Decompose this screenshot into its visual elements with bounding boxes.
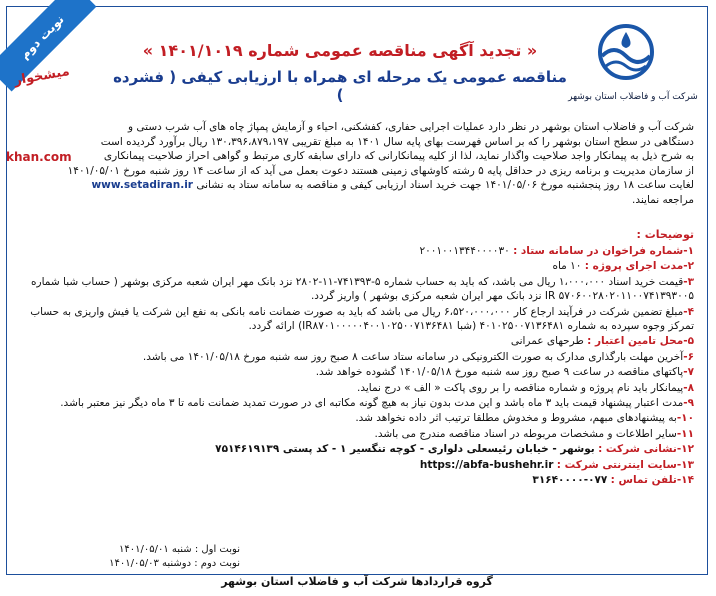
item-value: قیمت خرید اسناد ۱،۰۰۰،۰۰۰ ریال می باشد، که باید به حساب شماره ۵-۷۴۱۳۹۳-۱۱-۲۸۰۲ نزد بانک مهر ایران شعبه مرکزی بوشهر ( حساب شبا شماره IR ۵۷۰۶۰۰۲۸۰۲۰۱۱۰۰۷۴۱۳۹۳۰۰۵ نزد بانک مهر ایران شعبه مرکزی بوشهر ) واریز گردد. [31, 275, 694, 303]
item-label: مدت اجرای پروژه : [584, 260, 684, 273]
intro-line: به شرح ذیل به پیمانکار واجد صلاحیت واگذار نماید، لذا از کلیه پیمانکارانی که دارای سابقه کاری مرتبط و گواهی احراز صلاحیت پیمانکاری [103, 150, 694, 162]
watermark-left: khan.com [6, 150, 72, 164]
item-number: ۶- [683, 350, 694, 363]
item-label: محل تامین اعتبار : [587, 335, 684, 348]
item-label: نشانی شرکت : [598, 443, 677, 456]
item-number: ۱۳- [676, 458, 694, 471]
footer-signature: گروه قراردادها شرکت آب و فاضلاب استان بوشهر [6, 574, 708, 589]
notes-title: توضیحات : [636, 228, 694, 241]
intro-line [24, 178, 694, 193]
list-item [24, 275, 694, 304]
item-number: ۹- [683, 397, 694, 410]
company-website-link[interactable]: https://abfa-bushehr.ir [419, 458, 554, 471]
intro-line: از سازمان مدیریت و برنامه ریزی در حداقل پایه ۵ رشته کاوشهای زمینی هستند دعوت بعمل می آید که از ساعت ۱۴ روز شنبه مورخ ۱۴۰۱/۰۵/۰۱ [67, 164, 694, 177]
item-label: سایت اینترنتی شرکت : [556, 458, 677, 471]
item-value: طرحهای عمرانی [510, 335, 584, 348]
list-item [24, 244, 694, 258]
item-number: ۵- [683, 335, 694, 348]
item-value: ۱۰ ماه [552, 260, 582, 273]
item-number: ۸- [683, 381, 694, 394]
intro-line: دستگاهی در سطح استان بوشهر را که بر اساس فهرست بهای پایه سال ۱۴۰۱ به مبلغ تقریبی ۱۳۰،۳۹۶،۸۷۹،۱۹۷ ریال برآورد گردیده است [100, 135, 694, 148]
item-value: به پیشنهادهای مبهم، مشروط و مخدوش مطلقا ترتیب اثر داده نخواهد شد. [355, 412, 677, 425]
list-item [24, 458, 694, 472]
item-number: ۱- [683, 245, 694, 257]
item-number: ۲- [683, 260, 694, 273]
list-item [24, 396, 694, 410]
notes-list [24, 244, 694, 489]
item-value: پاکتهای مناقصه در ساعت ۹ صبح روز سه شنبه مورخ ۱۴۰۱/۰۵/۱۸ گشوده خواهد شد. [315, 366, 684, 379]
intro-line: شرکت آب و فاضلاب استان بوشهر در نظر دارد عملیات اجرایی حفاری، کفشکنی، احیاء و آزمایش پمپاژ چاه های آب شرب دستی و [127, 121, 694, 133]
list-item [24, 259, 694, 273]
second-round-date: نوبت دوم : دوشنبه ۱۴۰۱/۰۵/۰۳ [109, 558, 240, 569]
item-number: ۱۲- [676, 443, 694, 456]
intro-line: مراجعه نمایند. [632, 193, 694, 206]
list-item [24, 473, 694, 487]
list-item [24, 442, 694, 456]
intro-text: لغایت ساعت ۱۸ روز پنجشنبه مورخ ۱۴۰۱/۰۵/۰۶ جهت خرید اسناد ارزیابی کیفی و مناقصه به سامانه ستاد به نشانی [196, 179, 694, 191]
item-value: پیمانکار باید نام پروژه و شماره مناقصه را بر روی پاکت « الف » درج نماید. [356, 381, 684, 394]
item-number: ۳- [683, 275, 694, 288]
item-value: آخرین مهلت بارگذاری مدارک به صورت الکترونیکی در سامانه ستاد ساعت ۸ صبح روز سه شنبه مورخ ۱۴۰۱/۰۵/۱۸ می باشد. [142, 350, 684, 363]
item-value: ۲۰۰۱۰۰۱۳۴۴۰۰۰۰۳۰ [419, 245, 510, 257]
item-label: شماره فراخوان در سامانه ستاد : [513, 245, 684, 257]
list-item [24, 334, 694, 348]
item-number: ۱۱- [676, 427, 694, 440]
watermark-top: میشخوار [12, 64, 71, 89]
notice-title: « تجدید آگهی مناقصه عمومی شماره ۱۴۰۱/۱۰۱۹ » [142, 41, 538, 60]
intro-paragraph [24, 120, 694, 207]
publication-dates [60, 543, 240, 571]
item-value: سایر اطلاعات و مشخصات مربوطه در اسناد مناقصه مندرج می باشد. [374, 427, 677, 440]
notice-subtitle: مناقصه عمومی یک مرحله ای همراه با ارزیابی کیفی ( فشرده ) [113, 68, 567, 104]
item-value: بوشهر - خیابان رئیسعلی دلواری - کوچه تنگسیر ۱ - کد پستی ۷۵۱۴۶۱۹۱۳۹ [215, 443, 595, 456]
water-company-logo [586, 22, 666, 86]
list-item [24, 411, 694, 425]
item-value: مدت اعتبار پیشنهاد قیمت باید ۳ ماه باشد و این مدت بدون نیاز به هیچ گونه مکاتبه ای در صورت تمدید ضمانت نامه تا ۳ ماه دیگر نیز معتبر باشد. [60, 397, 684, 410]
list-item [24, 305, 694, 334]
setad-link[interactable]: www.setadiran.ir [91, 179, 193, 191]
list-item [24, 365, 694, 379]
second-round-ribbon: نوبت دوم [0, 0, 96, 91]
list-item [24, 381, 694, 395]
item-value: مبلغ تضمین شرکت در فرآیند ارجاع کار ۶،۵۲۰،۰۰۰،۰۰۰ ریال می باشد که باید به صورت ضمانت نامه بانکی به نفع این شرکت یا فیش واریزی به حساب تمرکز وجوه سپرده به شماره ۴۰۱۰۲۵۰۰۷۱۳۶۴۸۱ (شبا IR۸۷۰۱۰۰۰۰۰۴۰۰۱۰۲۵۰۰۷۱۳۶۴۸۱) ارائه گردد. [30, 305, 694, 333]
company-name-small: شرکت آب و فاضلاب استان بوشهر [568, 92, 698, 102]
item-number: ۱۴- [676, 474, 694, 487]
item-number: ۴- [683, 305, 694, 318]
item-value: ۰۷۷-۳۱۶۴۰۰۰۰ [532, 474, 608, 487]
first-round-date: نوبت اول : شنبه ۱۴۰۱/۰۵/۰۱ [118, 544, 240, 555]
item-number: ۱۰- [676, 412, 694, 425]
item-number: ۷- [683, 366, 694, 379]
list-item [24, 427, 694, 441]
list-item [24, 350, 694, 364]
item-label: تلفن تماس : [610, 474, 677, 487]
